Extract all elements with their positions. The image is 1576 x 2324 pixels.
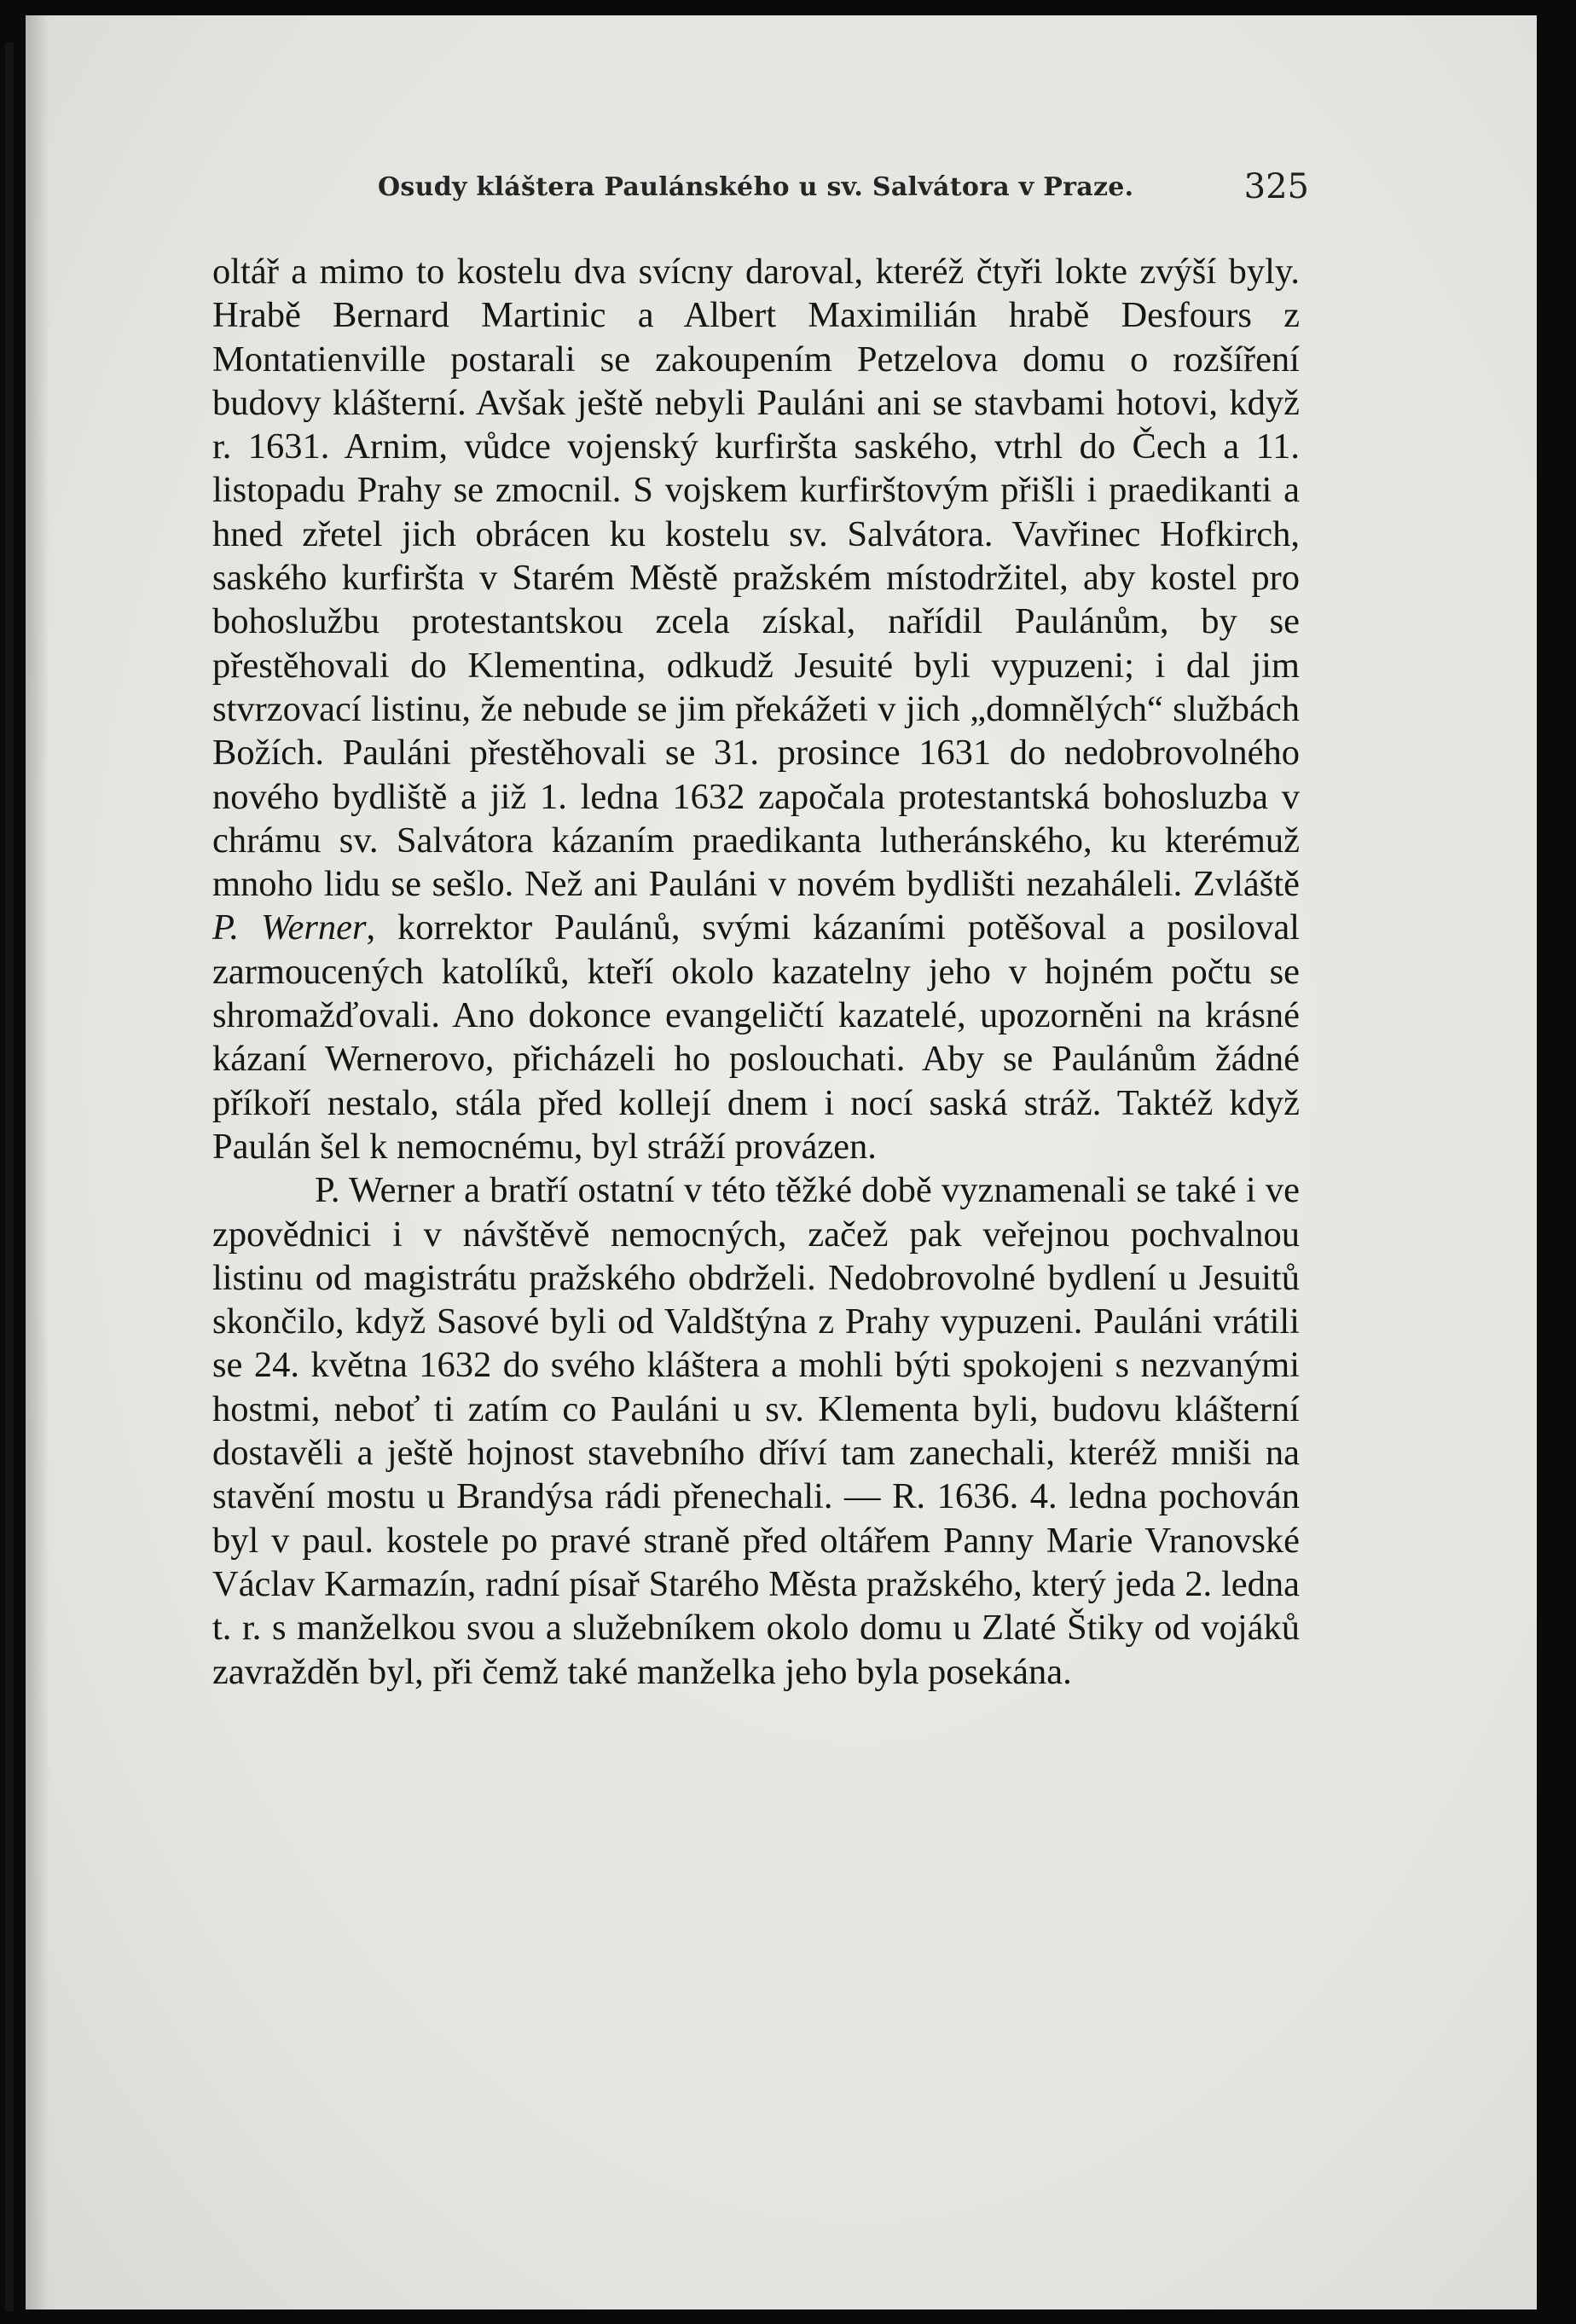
gutter-shadow [26,15,49,2310]
person-name-italic: P. Werner [212,907,367,948]
paragraph-1 [212,250,1300,1168]
running-header: Osudy kláštera Paulánského u sv. Salvátora v Praze. [378,172,1134,202]
page-number: 325 [1243,167,1309,206]
binding-edge-mark [5,43,14,2311]
paragraph-2: P. Werner a bratří ostatní v této těžké době vyznamenali se také i ve zpovědnici i v návštěvě nemocných, začež pak veřejnou pochvalnou listinu od magistrátu pražského obdrželi. Nedobrovolné bydlení u Jesuitů skončilo, když Sasové byli od Valdštýna z Prahy vypuzeni. Pauláni vrátili se 24. května 1632 do svého kláštera a mohli býti spokojeni s nezvanými hostmi, neboť ti zatím co Pauláni u sv. Klementa byli, budovu klášterní dostavěli a ještě hojnost stavebního dříví tam zanechali, kteréž mniši na stavění mostu u Brandýsa rádi přenechali. — R. 1636. 4. ledna pochován byl v paul. kostele po pravé straně před oltářem Panny Marie Vranovské Václav Karmazín, radní písař Starého Města pražského, který jeda 2. ledna t. r. s manželkou svou a služebníkem okolo domu u Zlaté Štiky od vojáků zavražděn byl, při čemž také manželka jeho byla posekána. [212,1170,1300,1692]
paragraph-1-text-b: , korrektor Paulánů, svými kázaními potěšoval a posiloval zarmoucených katolíků, kteří okolo kazatelny jeho v hojném počtu se shromažďovali. Ano dokonce evangeličtí kazatelé, upozorněni na krásné kázaní Wernerovo, přicházeli ho poslouchati. Aby se Paulánům žádné příkoří nestalo, stála před kollejí dnem i nocí saská stráž. Taktéž když Paulán šel k nemocnému, byl stráží provázen. [212,907,1300,1167]
paragraph-1-text-a: oltář a mimo to kostelu dva svícny daroval, kteréž čtyři lokte zvýší byly. Hrabě Bernard Martinic a Albert Maximilián hrabě Desfours z Montatienville postarali se zakoupením Petzelova domu o rozšíření budovy klášterní. Avšak ještě nebyli Pauláni ani se stavbami hotovi, když r. 1631. Arnim, vůdce vojenský kurfiršta saského, vtrhl do Čech a 11. listopadu Prahy se zmocnil. S vojskem kurfirštovým přišli i praedikanti a hned zřetel jich obrácen ku kostelu sv. Salvátora. Vavřinec Hofkirch, saského kurfiršta v Starém Městě pražském místodržitel, aby kostel pro bohoslužbu protestantskou zcela získal, nařídil Paulánům, by se přestěhovali do Klementina, odkudž Jesuité byli vypuzeni; i dal jim stvrzovací listinu, že nebude se jim překážeti v jich „domnělých“ službách Božích. Pauláni přestěhovali se 31. prosince 1631 do nedobrovolného nového bydliště a již 1. ledna 1632 započala protestantská bohosluzba v chrámu sv. Salvátora kázaním praedikanta lutheránského, ku kterémuž mnoho lidu se sešlo. Než ani Pauláni v novém bydlišti nezaháleli. Zvláště [212,252,1300,905]
body-text [212,250,1300,1694]
